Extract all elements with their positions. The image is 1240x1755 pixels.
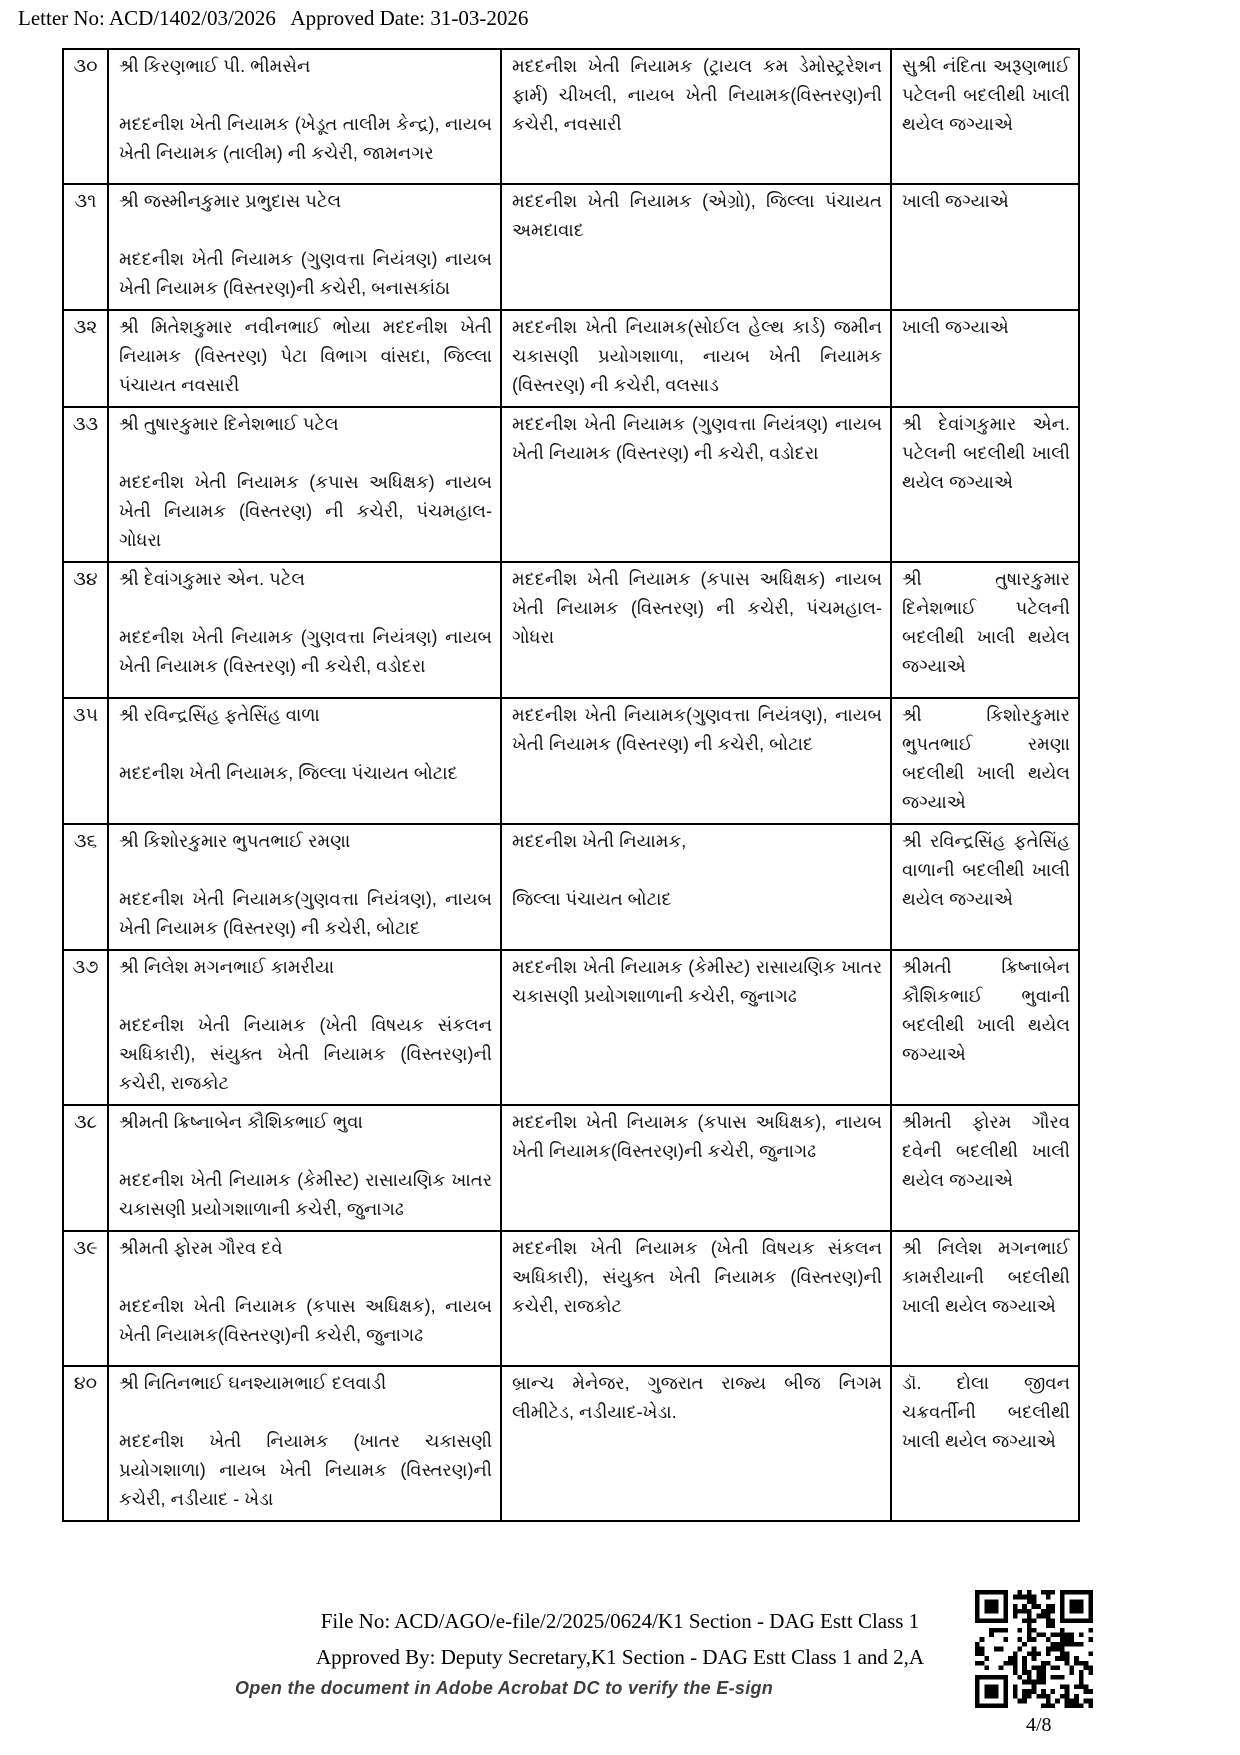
row-number-cell: ૩૨: [63, 310, 108, 407]
cell-paragraph: મદદનીશ ખેતી નિયામક, જિલ્લા પંચાયત બોટાદ: [119, 763, 458, 783]
to-post-cell: [501, 1105, 891, 1231]
cell-paragraph: મદદનીશ ખેતી નિયામક (ખેતી વિષયક સંકલન અધિકારી), સંયુક્ત ખેતી નિયામક (વિસ્તરણ)ની કચેરી, રાજકોટ: [512, 1238, 882, 1316]
cell-paragraph: ડૉ. દોલા જીવન ચક્રવર્તીની બદલીથી ખાલી થયેલ જગ્યાએ: [902, 1373, 1070, 1451]
cell-paragraph: મદદનીશ ખેતી નિયામક(સોઈલ હેલ્થ કાર્ડ) જમીન ચકાસણી પ્રયોગશાળા, નાયબ ખેતી નિયામક (વિસ્તરણ) ની કચેરી, વલસાડ: [512, 317, 882, 395]
from-post-cell: [108, 950, 501, 1105]
row-number-cell: ૩૪: [63, 562, 108, 698]
cell-paragraph: મદદનીશ ખેતી નિયામક (ટ્રાયલ કમ ડેમોસ્ટ્રરેશન ફાર્મ) ચીખલી, નાયબ ખેતી નિયામક(વિસ્તરણ)ની કચેરી, નવસારી: [512, 56, 882, 134]
table-row: [63, 310, 1079, 407]
cell-paragraph: શ્રી રવિન્દ્રસિંહ ફતેસિંહ વાળા: [119, 705, 320, 725]
to-post-cell: [501, 950, 891, 1105]
cell-paragraph: મદદનીશ ખેતી નિયામક (કેમીસ્ટ) રાસાયણિક ખાતર ચકાસણી પ્રયોગશાળાની કચેરી, જુનાગઢ: [512, 957, 882, 1006]
to-post-cell: [501, 184, 891, 310]
row-number-cell: ૩૮: [63, 1105, 108, 1231]
cell-paragraph: જિલ્લા પંચાયત બોટાદ: [512, 889, 672, 909]
cell-paragraph: શ્રીમતી ક્રિષ્નાબેન કૌશિકભાઈ ભુવા: [119, 1112, 363, 1132]
table-row: [63, 407, 1079, 562]
cell-paragraph: મદદનીશ ખેતી નિયામક(ગુણવત્તા નિયંત્રણ), નાયબ ખેતી નિયામક (વિસ્તરણ) ની કચેરી, બોટાદ: [512, 705, 882, 754]
vacancy-remark-cell: [891, 49, 1079, 184]
table-row: [63, 562, 1079, 698]
cell-paragraph: બ્રાન્ચ મેનેજર, ગુજરાત રાજ્ય બીજ નિગમ લીમીટેડ, નડીયાદ-ખેડા.: [512, 1373, 882, 1422]
cell-paragraph: શ્રીમતી ફોરમ ગૌરવ દવે: [119, 1238, 283, 1258]
from-post-cell: [108, 49, 501, 184]
table-row: [63, 698, 1079, 824]
row-number-cell: ૩૬: [63, 824, 108, 950]
vacancy-remark-cell: [891, 824, 1079, 950]
qr-code-icon: [975, 1590, 1093, 1708]
table-row: [63, 49, 1079, 184]
cell-paragraph: મદદનીશ ખેતી નિયામક (ખેતી વિષયક સંકલન અધિકારી), સંયુક્ત ખેતી નિયામક (વિસ્તરણ)ની કચેરી, રાજકોટ: [119, 1015, 492, 1093]
cell-paragraph: શ્રી નિલેશ મગનભાઈ કામરીયાની બદલીથી ખાલી થયેલ જગ્યાએ: [902, 1238, 1070, 1316]
table-row: [63, 824, 1079, 950]
from-post-cell: [108, 824, 501, 950]
transfer-table: [62, 48, 1080, 1522]
cell-paragraph: શ્રીમતી ક્રિષ્નાબેન કૌશિકભાઈ ભુવાની બદલીથી ખાલી થયેલ જગ્યાએ: [902, 957, 1070, 1064]
to-post-cell: [501, 1231, 891, 1366]
row-number-cell: ૩૫: [63, 698, 108, 824]
approved-by-line: Approved By: Deputy Secretary,K1 Section - DAG Estt Class 1 and 2,A: [315, 1645, 925, 1669]
table-row: [63, 1105, 1079, 1231]
table-row: [63, 1366, 1079, 1521]
row-number-cell: ૩૯: [63, 1231, 108, 1366]
cell-paragraph: શ્રી મિતેશકુમાર નવીનભાઈ ભોયા મદદનીશ ખેતી નિયામક (વિસ્તરણ) પેટા વિભાગ વાંસદા, જિલ્લા પંચાયત નવસારી: [119, 317, 492, 395]
letter-header: Letter No: ACD/1402/03/2026 Approved Date: 31-03-2026: [18, 6, 529, 30]
vacancy-remark-cell: [891, 1231, 1079, 1366]
row-number-cell: ૩૩: [63, 407, 108, 562]
row-number-cell: ૩૦: [63, 49, 108, 184]
to-post-cell: [501, 824, 891, 950]
cell-paragraph: શ્રી તુષારકુમાર દિનેશભાઈ પટેલ: [119, 414, 339, 434]
to-post-cell: [501, 698, 891, 824]
vacancy-remark-cell: [891, 950, 1079, 1105]
vacancy-remark-cell: [891, 562, 1079, 698]
cell-paragraph: મદદનીશ ખેતી નિયામક (કપાસ અધિક્ષક), નાયબ ખેતી નિયામક(વિસ્તરણ)ની કચેરી, જુનાગઢ: [512, 1112, 882, 1161]
to-post-cell: [501, 310, 891, 407]
row-number-cell: ૩૭: [63, 950, 108, 1105]
cell-paragraph: મદદનીશ ખેતી નિયામક (ગુણવત્તા નિયંત્રણ) નાયબ ખેતી નિયામક (વિસ્તરણ) ની કચેરી, વડોદરા: [512, 414, 882, 463]
from-post-cell: [108, 184, 501, 310]
cell-paragraph: ખાલી જગ્યાએ: [902, 317, 1009, 337]
row-number-cell: ૩૧: [63, 184, 108, 310]
cell-paragraph: મદદનીશ ખેતી નિયામક (ખેડૂત તાલીમ કેન્દ્ર), નાયબ ખેતી નિયામક (તાલીમ) ની કચેરી, જામનગર: [119, 114, 492, 163]
cell-paragraph: મદદનીશ ખેતી નિયામક (કપાસ અધિક્ષક) નાયબ ખેતી નિયામક (વિસ્તરણ) ની કચેરી, પંચમહાલ-ગોધરા: [512, 569, 882, 647]
cell-paragraph: શ્રી કિશોરકુમાર ભુપતભાઈ રમણા: [119, 831, 351, 851]
to-post-cell: [501, 407, 891, 562]
cell-paragraph: શ્રીમતી ફોરમ ગૌરવ દવેની બદલીથી ખાલી થયેલ જગ્યાએ: [902, 1112, 1070, 1190]
vacancy-remark-cell: [891, 1105, 1079, 1231]
vacancy-remark-cell: [891, 310, 1079, 407]
cell-paragraph: મદદનીશ ખેતી નિયામક (ગુણવત્તા નિયંત્રણ) નાયબ ખેતી નિયામક (વિસ્તરણ) ની કચેરી, વડોદરા: [119, 627, 492, 676]
page-number: 4/8: [1026, 1714, 1052, 1736]
transfer-table-body: [63, 49, 1079, 1521]
cell-paragraph: શ્રી તુષારકુમાર દિનેશભાઈ પટેલની બદલીથી ખાલી થયેલ જગ્યાએ: [902, 569, 1070, 676]
cell-paragraph: મદદનીશ ખેતી નિયામક (ગુણવત્તા નિયંત્રણ) નાયબ ખેતી નિયામક (વિસ્તરણ)ની કચેરી, બનાસકાંઠા: [119, 249, 492, 298]
cell-paragraph: મદદનીશ ખેતી નિયામક(ગુણવત્તા નિયંત્રણ), નાયબ ખેતી નિયામક (વિસ્તરણ) ની કચેરી, બોટાદ: [119, 889, 492, 938]
from-post-cell: [108, 1366, 501, 1521]
cell-paragraph: શ્રી કિશોરકુમાર ભુપતભાઈ રમણા બદલીથી ખાલી થયેલ જગ્યાએ: [902, 705, 1070, 812]
cell-paragraph: શ્રી જસ્મીનકુમાર પ્રભુદાસ પટેલ: [119, 191, 342, 211]
cell-paragraph: મદદનીશ ખેતી નિયામક,: [512, 831, 687, 851]
table-row: [63, 950, 1079, 1105]
cell-paragraph: શ્રી રવિન્દ્રસિંહ ફતેસિંહ વાળાની બદલીથી ખાલી થયેલ જગ્યાએ: [902, 831, 1070, 909]
from-post-cell: [108, 407, 501, 562]
table-row: [63, 184, 1079, 310]
cell-paragraph: શ્રી નિલેશ મગનભાઈ કામરીયા: [119, 957, 335, 977]
vacancy-remark-cell: [891, 1366, 1079, 1521]
vacancy-remark-cell: [891, 698, 1079, 824]
cell-paragraph: મદદનીશ ખેતી નિયામક (કેમીસ્ટ) રાસાયણિક ખાતર ચકાસણી પ્રયોગશાળાની કચેરી, જુનાગઢ: [119, 1170, 492, 1219]
table-row: [63, 1231, 1079, 1366]
cell-paragraph: મદદનીશ ખેતી નિયામક (કપાસ અધિક્ષક) નાયબ ખેતી નિયામક (વિસ્તરણ) ની કચેરી, પંચમહાલ-ગોધરા: [119, 472, 492, 550]
to-post-cell: [501, 1366, 891, 1521]
vacancy-remark-cell: [891, 407, 1079, 562]
vacancy-remark-cell: [891, 184, 1079, 310]
cell-paragraph: શ્રી નિતિનભાઈ ઘનશ્યામભાઈ દલવાડી: [119, 1373, 387, 1393]
esign-note: Open the document in Adobe Acrobat DC to verify the E-sign: [235, 1678, 774, 1698]
cell-paragraph: મદદનીશ ખેતી નિયામક (ખાતર ચકાસણી પ્રયોગશાળા) નાયબ ખેતી નિયામક (વિસ્તરણ)ની કચેરી, નડીયાદ - ખેડા: [119, 1431, 492, 1509]
from-post-cell: [108, 310, 501, 407]
cell-paragraph: મદદનીશ ખેતી નિયામક (એગ્રો), જિલ્લા પંચાયત અમદાવાદ: [512, 191, 882, 240]
from-post-cell: [108, 1105, 501, 1231]
cell-paragraph: શ્રી દેવાંગકુમાર એન. પટેલની બદલીથી ખાલી થયેલ જગ્યાએ: [902, 414, 1070, 492]
from-post-cell: [108, 562, 501, 698]
cell-paragraph: મદદનીશ ખેતી નિયામક (કપાસ અધિક્ષક), નાયબ ખેતી નિયામક(વિસ્તરણ)ની કચેરી, જુનાગઢ: [119, 1296, 492, 1345]
to-post-cell: [501, 562, 891, 698]
cell-paragraph: શ્રી કિરણભાઈ પી. ભીમસેન: [119, 56, 311, 76]
from-post-cell: [108, 1231, 501, 1366]
to-post-cell: [501, 49, 891, 184]
cell-paragraph: શ્રી દેવાંગકુમાર એન. પટેલ: [119, 569, 305, 589]
cell-paragraph: ખાલી જગ્યાએ: [902, 191, 1009, 211]
cell-paragraph: સુશ્રી નંદિતા અરૂણભાઈ પટેલની બદલીથી ખાલી થયેલ જગ્યાએ: [902, 56, 1070, 134]
file-no-line: File No: ACD/AGO/e-file/2/2025/0624/K1 Section - DAG Estt Class 1: [320, 1609, 920, 1633]
from-post-cell: [108, 698, 501, 824]
row-number-cell: ૪૦: [63, 1366, 108, 1521]
